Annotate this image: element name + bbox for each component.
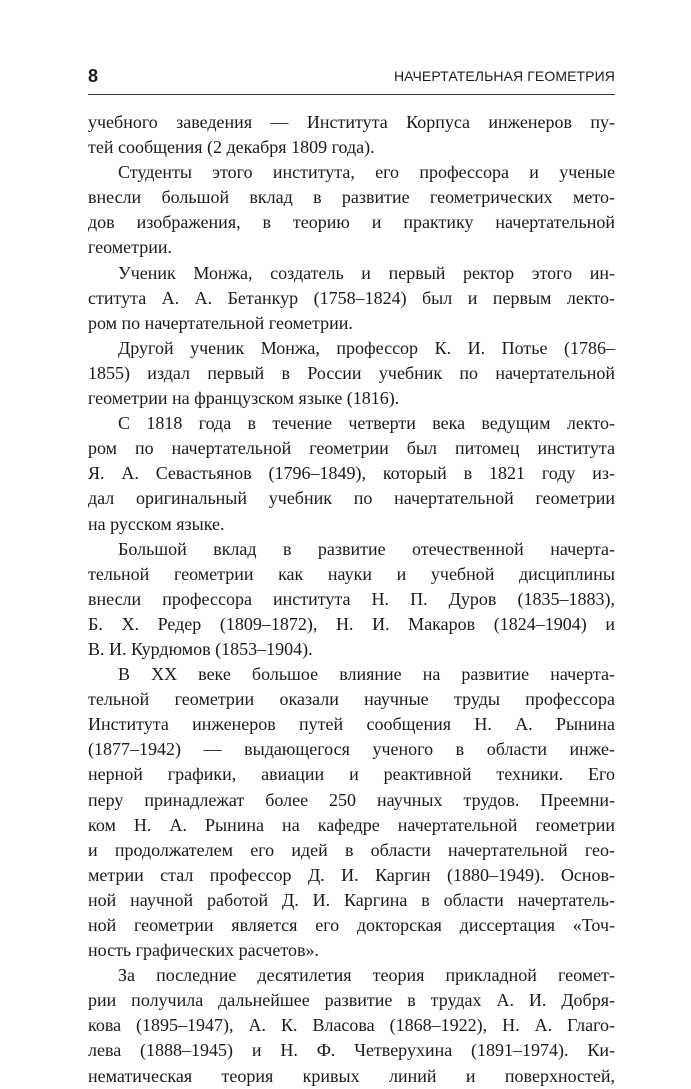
text-line: ром по начертательной геометрии. bbox=[88, 312, 353, 333]
text-line: тельной геометрии оказали научные труды профессора bbox=[88, 689, 615, 710]
text-line: нематическая теория кривых линий и поверхностей, bbox=[88, 1065, 615, 1086]
text-line: ность графических расчетов». bbox=[88, 940, 319, 961]
text-line: Другой ученик Монжа, профессор К. И. Потье (1786– bbox=[118, 337, 615, 358]
paragraph bbox=[88, 110, 615, 160]
text-line: В. И. Курдюмов (1853–1904). bbox=[88, 638, 313, 659]
text-line: Большой вклад в развитие отечественной начерта- bbox=[118, 538, 615, 559]
text-line: метрии стал профессор Д. И. Каргин (1880–1949). Основ- bbox=[88, 864, 615, 885]
text-line: и продолжателем его идей в области начертательной гео- bbox=[88, 839, 615, 860]
text-line: Б. Х. Редер (1809–1872), Н. И. Макаров (1824–1904) и bbox=[88, 613, 615, 634]
paragraph bbox=[88, 963, 615, 1088]
text-line: геометрии. bbox=[88, 237, 173, 258]
text-line: тей сообщения (2 декабря 1809 года). bbox=[88, 137, 375, 158]
text-line: Я. А. Севастьянов (1796–1849), который в 1821 году из- bbox=[88, 463, 615, 484]
text-line: рии получила дальнейшее развитие в трудах А. И. Добря- bbox=[88, 990, 615, 1011]
text-line: тельной геометрии как науки и учебной дисциплины bbox=[88, 563, 615, 584]
text-line: учебного заведения — Института Корпуса инженеров пу- bbox=[88, 112, 615, 132]
text-line: перу принадлежат более 250 научных трудов. Преемни- bbox=[88, 789, 615, 810]
header-divider bbox=[88, 94, 615, 95]
body-text bbox=[88, 110, 615, 1089]
text-line: Ученик Монжа, создатель и первый ректор этого ин- bbox=[118, 262, 615, 283]
text-line: Института инженеров путей сообщения Н. А. Рынина bbox=[88, 714, 615, 735]
text-line: нерной графики, авиации и реактивной техники. Его bbox=[88, 764, 615, 785]
text-line: лева (1888–1945) и Н. Ф. Четверухина (1891–1974). Ки- bbox=[88, 1040, 615, 1061]
paragraph bbox=[88, 336, 615, 411]
text-line: ститута А. А. Бетанкур (1758–1824) был и первым лекто- bbox=[88, 287, 615, 308]
paragraph bbox=[88, 261, 615, 336]
text-line: (1877–1942) — выдающегося ученого в области инже- bbox=[88, 739, 615, 760]
text-line: ной геометрии является его докторская диссертация «Точ- bbox=[88, 915, 615, 935]
text-line: внесли большой вклад в развитие геометрических мето- bbox=[88, 187, 615, 208]
text-line: С 1818 года в течение четверти века ведущим лекто- bbox=[118, 413, 615, 434]
text-line: ной научной работой Д. И. Каргина в области начертатель- bbox=[88, 889, 615, 910]
paragraph bbox=[88, 662, 615, 963]
text-line: на русском языке. bbox=[88, 513, 225, 534]
text-line: дал оригинальный учебник по начертательной геометрии bbox=[88, 488, 615, 509]
text-line: ром по начертательной геометрии был питомец института bbox=[88, 438, 615, 459]
running-title: НАЧЕРТАТЕЛЬНАЯ ГЕОМЕТРИЯ bbox=[393, 68, 615, 84]
page-number: 8 bbox=[88, 66, 99, 86]
text-line: В XX веке большое влияние на развитие начерта- bbox=[118, 664, 615, 685]
text-line: внесли профессора института Н. П. Дуров (1835–1883), bbox=[88, 588, 615, 609]
text-line: За последние десятилетия теория прикладной геомет- bbox=[118, 965, 615, 986]
paragraph bbox=[88, 411, 615, 536]
text-line: дов изображения, в теорию и практику начертательной bbox=[88, 212, 615, 233]
paragraph bbox=[88, 537, 615, 662]
text-line: геометрии на французском языке (1816). bbox=[88, 388, 400, 409]
text-line: кова (1895–1947), А. К. Власова (1868–1922), Н. А. Глаго- bbox=[88, 1015, 615, 1036]
text-line: Студенты этого института, его профессора и ученые bbox=[118, 162, 615, 183]
page-header bbox=[88, 64, 615, 88]
paragraph bbox=[88, 160, 615, 260]
text-line: 1855) издал первый в России учебник по начертательной bbox=[88, 362, 615, 383]
text-line: ком Н. А. Рынина на кафедре начертательной геометрии bbox=[88, 814, 615, 835]
